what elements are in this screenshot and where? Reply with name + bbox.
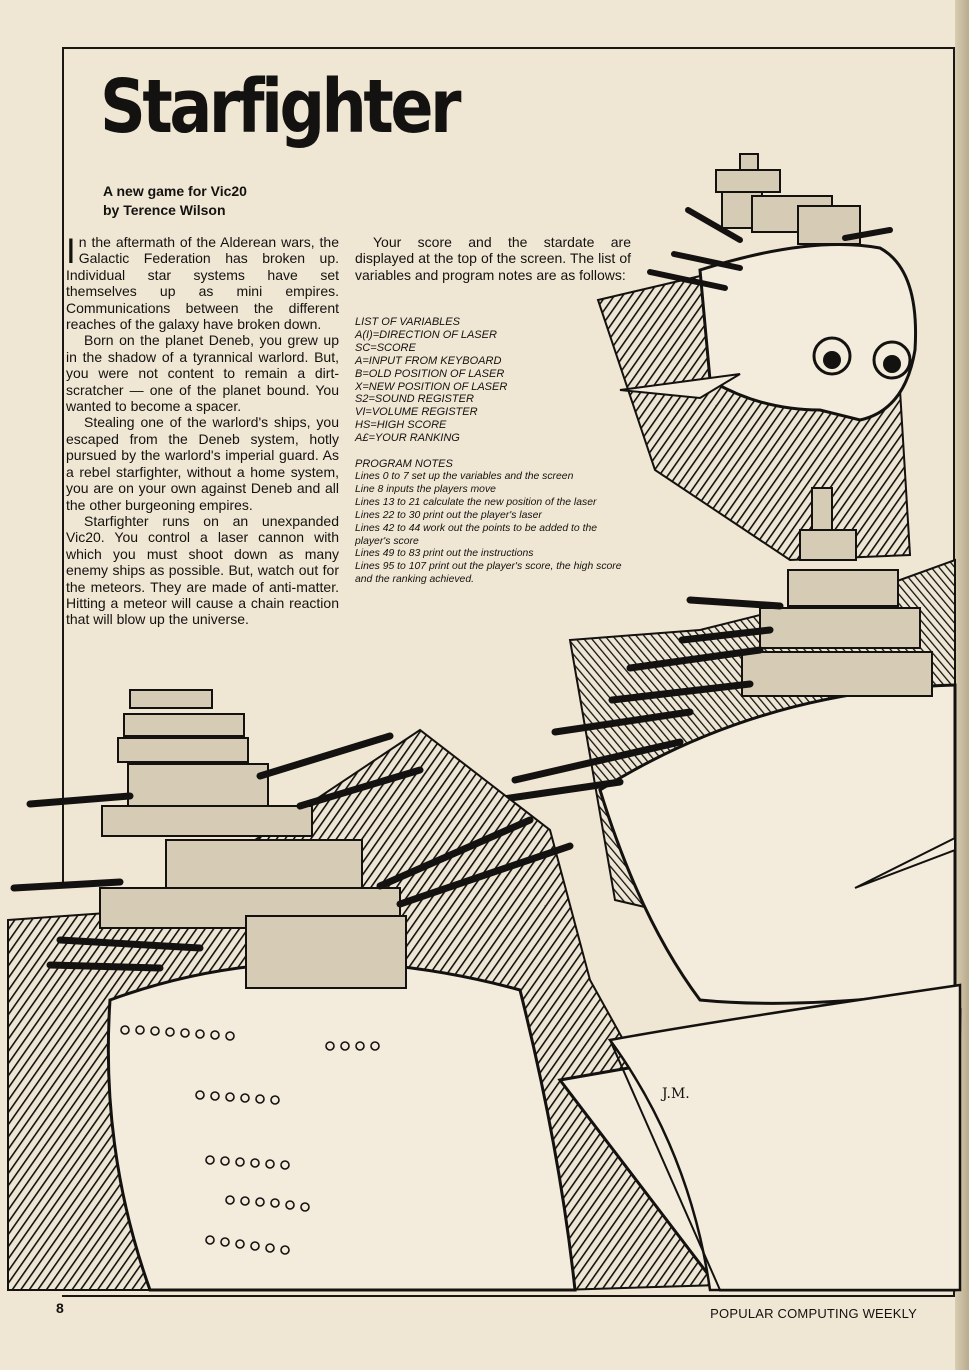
program-note: Lines 13 to 21 calculate the new position of the laser	[355, 496, 597, 508]
byline	[103, 182, 247, 220]
paragraph-4: Starfighter runs on an unexpanded Vic20. You control a laser cannon with which you must shoot down as many enemy ships as possible. But, watch out for the meteors. They are made of anti-matter. Hitting a meteor will cause a chain reaction that will blow up the universe.	[66, 512, 339, 628]
publication-name: POPULAR COMPUTING WEEKLY	[710, 1306, 917, 1321]
variable-item: A=INPUT FROM KEYBOARD	[355, 354, 502, 367]
variable-item: A£=YOUR RANKING	[355, 432, 460, 445]
variable-item: A(I)=DIRECTION OF LASER	[355, 328, 497, 341]
paragraph-1: n the aftermath of the Alderean wars, the Galactic Federation has broken up. Individual star systems have set themselves up as mini empires. Communications between the different reaches of the galaxy have broken down.	[66, 234, 339, 333]
paragraph-3: Stealing one of the warlord's ships, you escaped from the Deneb system, hotly pursued by the warlord's imperial guard. As a rebel starfighter, without a home system, you are on your own against Deneb and all the other burgeoning empires.	[66, 414, 339, 513]
byline-subtitle: A new game for Vic20	[103, 183, 247, 199]
lower-ship-hull	[108, 962, 575, 1290]
paragraph-intro: Your score and the stardate are displayed at the top of the screen. The list of variables and program notes are as follows:	[355, 234, 631, 283]
program-note: Lines 42 to 44 work out the points to be added to the player's score	[355, 522, 598, 547]
program-note: Lines 22 to 30 print out the player's laser	[355, 509, 542, 521]
paragraph-2: Born on the planet Deneb, you grew up in the shadow of a tyrannical warlord. But, you were not content to remain a dirt-scratcher — one of the planet bound. You wanted to become a spacer.	[66, 332, 339, 415]
variable-item: HS=HIGH SCORE	[355, 419, 447, 432]
variable-item: VI=VOLUME REGISTER	[355, 406, 478, 419]
variable-item: SC=SCORE	[355, 341, 416, 354]
program-notes-list	[355, 458, 635, 587]
variable-item: S2=SOUND REGISTER	[355, 393, 474, 406]
article-right-column	[355, 234, 631, 283]
program-note: Line 8 inputs the players move	[355, 483, 496, 495]
article-title: Starfighter	[100, 64, 459, 150]
page-number: 8	[56, 1300, 64, 1316]
upper-tower	[716, 154, 860, 244]
program-notes-heading: PROGRAM NOTES	[355, 458, 453, 471]
program-notes-box	[355, 316, 635, 587]
variable-item: X=NEW POSITION OF LASER	[355, 380, 508, 393]
program-note: Lines 49 to 83 print out the instructions	[355, 548, 534, 560]
program-note: Lines 0 to 7 set up the variables and the screen	[355, 470, 574, 482]
variable-item: B=OLD POSITION OF LASER	[355, 367, 505, 380]
variables-heading: LIST OF VARIABLES	[355, 316, 460, 328]
artist-signature: J.M.	[662, 1086, 690, 1102]
article-left-column	[66, 234, 339, 628]
drop-cap: I	[66, 232, 76, 271]
program-note: Lines 95 to 107 print out the player's score, the high score and the ranking achieved.	[355, 561, 622, 586]
byline-author: by Terence Wilson	[103, 202, 226, 218]
